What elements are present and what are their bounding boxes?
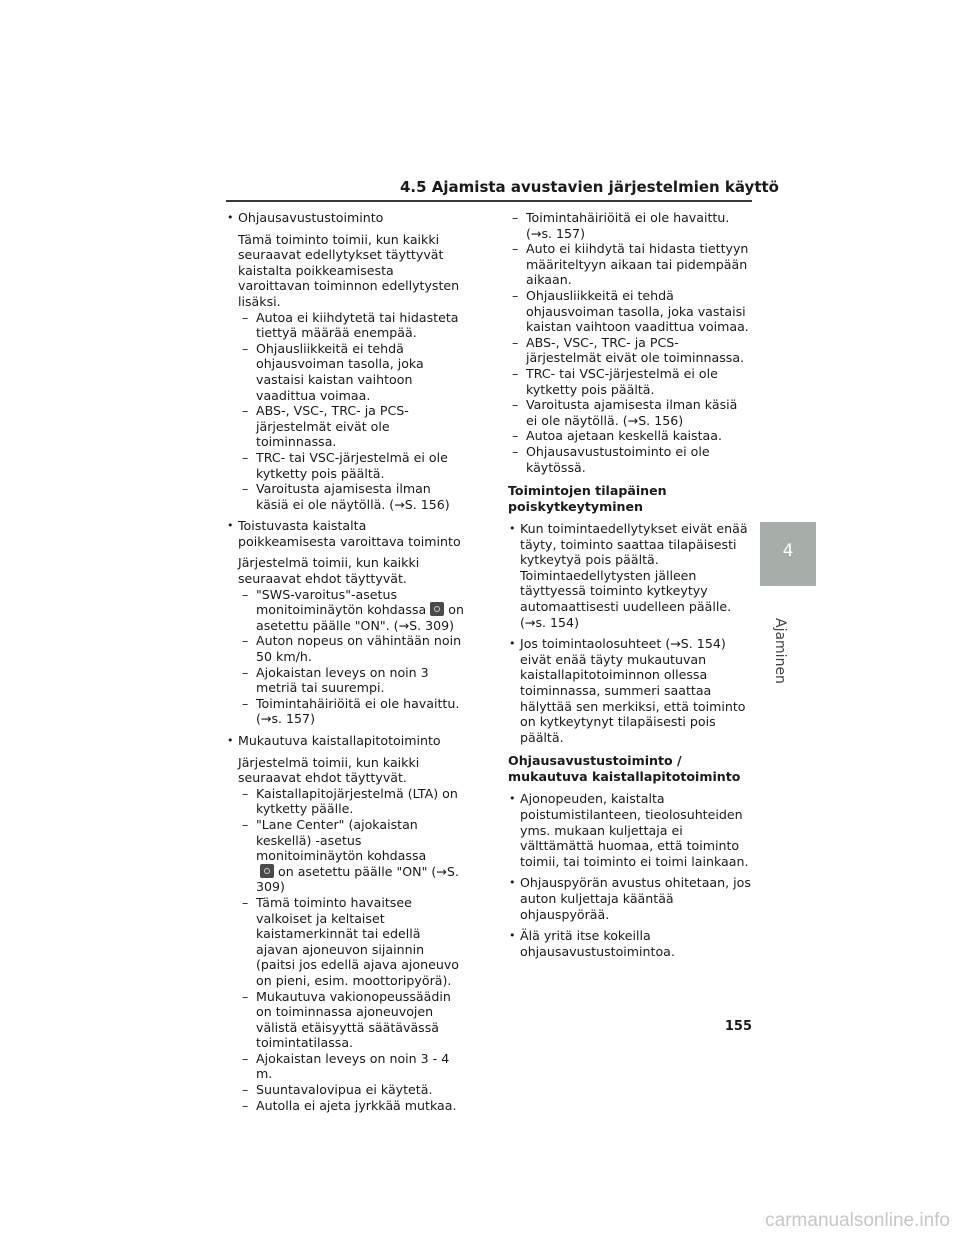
condition-item: – ABS-, VSC-, TRC- ja PCS-järjestelmät eivät ole toiminnassa. (508, 335, 752, 366)
bullet-paragraph: Tämä toiminto toimii, kun kaikki seuraavat edellytykset täyttyvät kaistalta poikkeamisesta varoittavan toiminnon edellytysten lisäksi. (238, 231, 460, 309)
chapter-label: Ajaminen (772, 618, 788, 684)
bullet-lane-centering (226, 733, 466, 1113)
left-column (226, 210, 466, 1119)
condition-item: – Varoitusta ajamisesta ilman käsiä ei ole näytöllä. (→S. 156) (508, 397, 752, 428)
info-bullet: • Ohjauspyörän avustus ohitetaan, jos auton kuljettaja kääntää ohjauspyörää. (508, 875, 752, 922)
info-bullet: • Ajonopeuden, kaistalta poistumistilanteen, tieolosuhteiden yms. mukaan kuljettaja ei välttämättä huomaa, että toiminto toimii, tai toiminto ei toimi lainkaan. (508, 791, 752, 869)
condition-item: – Tämä toiminto havaitsee valkoiset ja keltaiset kaistamerkinnät tai edellä ajavan ajoneuvon sijainnin (paitsi jos edellä ajava ajoneuvo on pieni, esim. moottoripyörä). (238, 895, 466, 989)
chapter-number: 4 (782, 541, 794, 561)
condition-item: – Suuntavalovipua ei käytetä. (238, 1082, 466, 1098)
condition-item: – Kaistallapitojärjestelmä (LTA) on kytketty päälle. (238, 786, 466, 817)
condition-item: – ABS-, VSC-, TRC- ja PCS-järjestelmät eivät ole toiminnassa. (238, 403, 466, 450)
bullet-heading: • Ohjausavustustoiminto (238, 210, 384, 225)
condition-item (238, 587, 466, 634)
condition-item: – Autolla ei ajeta jyrkkää mutkaa. (238, 1098, 466, 1114)
page-number: 155 (724, 1019, 752, 1034)
bullet-paragraph: Järjestelmä toimii, kun kaikki seuraavat ehdot täyttyvät. (238, 555, 420, 587)
condition-item: – Mukautuva vakionopeussäädin on toiminnassa ajoneuvojen välistä etäisyyttä säätävässä toimintatilassa. (238, 989, 466, 1051)
condition-item: – Toimintahäiriöitä ei ole havaittu. (→s. 157) (508, 210, 752, 241)
condition-item: – Varoitusta ajamisesta ilman käsiä ei ole näytöllä. (→S. 156) (238, 481, 466, 512)
header-divider (226, 200, 752, 202)
condition-item: – Autoa ajetaan keskellä kaistaa. (508, 428, 752, 444)
subheading-steering-assist: Ohjausavustustoiminto / mukautuva kaistallapitotoiminto (508, 753, 741, 785)
condition-item: – Ohjausavustustoiminto ei ole käytössä. (508, 444, 752, 475)
condition-item: – TRC- tai VSC-järjestelmä ei ole kytketty pois päältä. (238, 450, 466, 481)
condition-text: on asetettu päälle "ON". (→S. 309) (256, 602, 464, 633)
bullet-paragraph: Järjestelmä toimii, kun kaikki seuraavat ehdot täyttyvät. (238, 754, 420, 786)
condition-item: – TRC- tai VSC-järjestelmä ei ole kytketty pois päältä. (508, 366, 752, 397)
condition-item (238, 817, 466, 895)
settings-icon (430, 602, 444, 616)
condition-text: "SWS-varoitus"-asetus monitoiminäytön kohdassa (256, 586, 427, 618)
subheading-temporary-cancel: Toimintojen tilapäinen poiskytkeytyminen (508, 483, 667, 515)
info-bullet: • Jos toimintaolosuhteet (→S. 154) eivät enää täyty mukautuvan kaistallapitotoiminnon ollessa toiminnassa, summeri saattaa hälyttää sen merkiksi, että toiminto on kytkeytynyt tilapäisesti pois päältä. (508, 636, 752, 745)
right-column (508, 210, 752, 965)
condition-item: – Ohjausliikkeitä ei tehdä ohjausvoiman tasolla, joka vastaisi kaistan vaihtoon vaadittua voimaa. (238, 341, 466, 403)
settings-icon (260, 864, 274, 878)
condition-item: – Ajokaistan leveys on noin 3 - 4 m. (238, 1051, 466, 1082)
condition-item: – Auton nopeus on vähintään noin 50 km/h. (238, 633, 466, 664)
section-title: 4.5 Ajamista avustavien järjestelmien käyttö (400, 178, 779, 196)
bullet-heading: • Mukautuva kaistallapitotoiminto (238, 733, 441, 748)
bullet-heading: • Toistuvasta kaistalta poikkeamisesta varoittava toiminto (238, 518, 461, 549)
condition-text: on asetettu päälle "ON" (→S. 309) (256, 863, 459, 895)
condition-item: – Autoa ei kiihdytetä tai hidasteta tiettyä määrää enempää. (238, 310, 466, 341)
condition-item: – Ajokaistan leveys on noin 3 metriä tai suurempi. (238, 665, 466, 696)
condition-item: – Ohjausliikkeitä ei tehdä ohjausvoiman tasolla, joka vastaisi kaistan vaihtoon vaadittua voimaa. (508, 288, 752, 335)
info-bullet: • Älä yritä itse kokeilla ohjausavustustoimintoa. (508, 928, 752, 959)
bullet-steering-assist (226, 210, 466, 512)
bullet-sway-warning (226, 518, 466, 727)
info-bullet: • Kun toimintaedellytykset eivät enää täyty, toiminto saattaa tilapäisesti kytkeytyä pois päältä. Toimintaedellytysten jälleen täyttyessä toiminto kytkeytyy automaattisesti uudelleen päälle. (→s. 154) (508, 521, 752, 630)
condition-text: "Lane Center" (ajokaistan keskellä) -asetus monitoiminäytön kohdassa (256, 816, 427, 864)
watermark: carmanualsonline.info (765, 1210, 950, 1231)
condition-item: – Auto ei kiihdytä tai hidasta tiettyyn määriteltyyn aikaan tai pidempään aikaan. (508, 241, 752, 288)
condition-item: – Toimintahäiriöitä ei ole havaittu. (→s. 157) (238, 696, 466, 727)
